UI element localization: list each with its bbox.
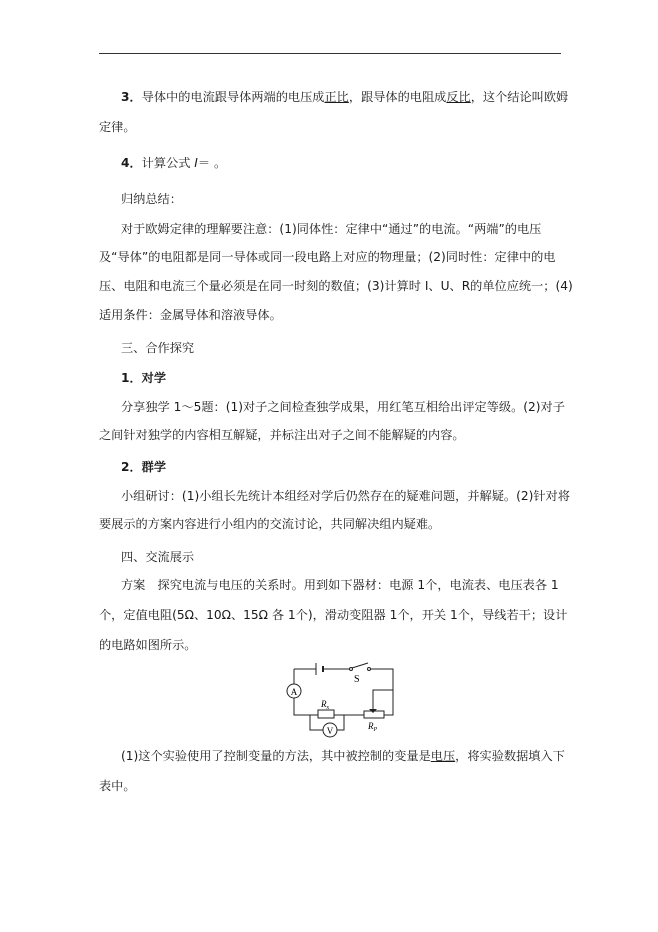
rheostat-icon [364,711,384,718]
header-rule [99,53,561,54]
question-1-line-2: 表中。 [99,779,136,793]
wire [384,690,393,715]
item-number: 3． [121,90,142,104]
subsection-heading: 1．对学 [121,371,167,385]
paragraph-line: 个，定值电阻(5Ω、10Ω、15Ω 各 1个)，滑动变阻器 1个，开关 1个，导线若干；设计 [99,608,568,622]
switch-label: S [354,674,360,685]
summary-line: 压、电阻和电流三个量必须是在同一时刻的数值；(3)计算时 I、U、R的单位应统一；(4) [99,279,573,293]
item-4: 4．计算公式 I＝ 。 [121,156,227,170]
subsection-heading: 2．群学 [121,460,167,474]
switch-icon [352,663,368,668]
paragraph-line: 要展示的方案内容进行小组内的交流讨论，共同解决组内疑难。 [99,517,441,531]
question-1-line-1: (1)这个实验使用了控制变量的方法，其中被控制的变量是电压，将实验数据填入下 [121,749,565,763]
item-number: 4． [121,156,142,170]
summary-line: 对于欧姆定律的理解要注意：(1)同体性：定律中“通过”的电流。“两端”的电压 [121,222,542,236]
paragraph-line: 的电路如图所示。 [99,638,197,652]
answer-blank: 反比 [446,90,471,104]
resistor-icon [318,710,334,718]
formula-variable: I [194,156,198,170]
summary-heading: 归纳总结： [121,192,182,206]
ammeter-label: A [290,687,298,697]
summary-line: 及“导体”的电阻都是同一导体或同一段电路上对应的物理量；(2)同时性：定律中的电 [99,250,556,264]
answer-blank: 电压 [430,749,456,763]
paragraph-line: 小组研讨：(1)小组长先统计本组经对学后仍然存在的疑难问题，并解疑。(2)针对将 [121,489,570,503]
summary-line: 适用条件：金属导体和溶液导体。 [99,308,282,322]
rheostat-label: $R_P$ [368,721,378,733]
section-heading: 四、交流展示 [121,550,195,564]
paragraph-line: 分享独学 1～5题：(1)对子之间检查独学成果，用红笔互相给出评定等级。(2)对子 [121,400,565,414]
item-3-line-1: 3．导体中的电流跟导体两端的电压成正比，跟导体的电阻成反比，这个结论叫欧姆 [121,90,569,104]
resistor-label: $R_x$ [321,699,330,711]
wire [370,669,393,709]
wire [294,698,318,715]
circuit-diagram [280,660,410,740]
paragraph-line: 方案 探究电流与电压的关系时。用到如下器材：电源 1个，电流表、电压表各 1 [121,578,559,592]
voltmeter-label: V [326,726,334,736]
paragraph-line: 之间针对独学的内容相互解疑，并标注出对子之间不能解疑的内容。 [99,428,465,442]
item-3-line-2: 定律。 [99,120,136,134]
answer-blank: 正比 [324,90,349,104]
wire [337,715,344,730]
section-heading: 三、合作探究 [121,341,195,355]
